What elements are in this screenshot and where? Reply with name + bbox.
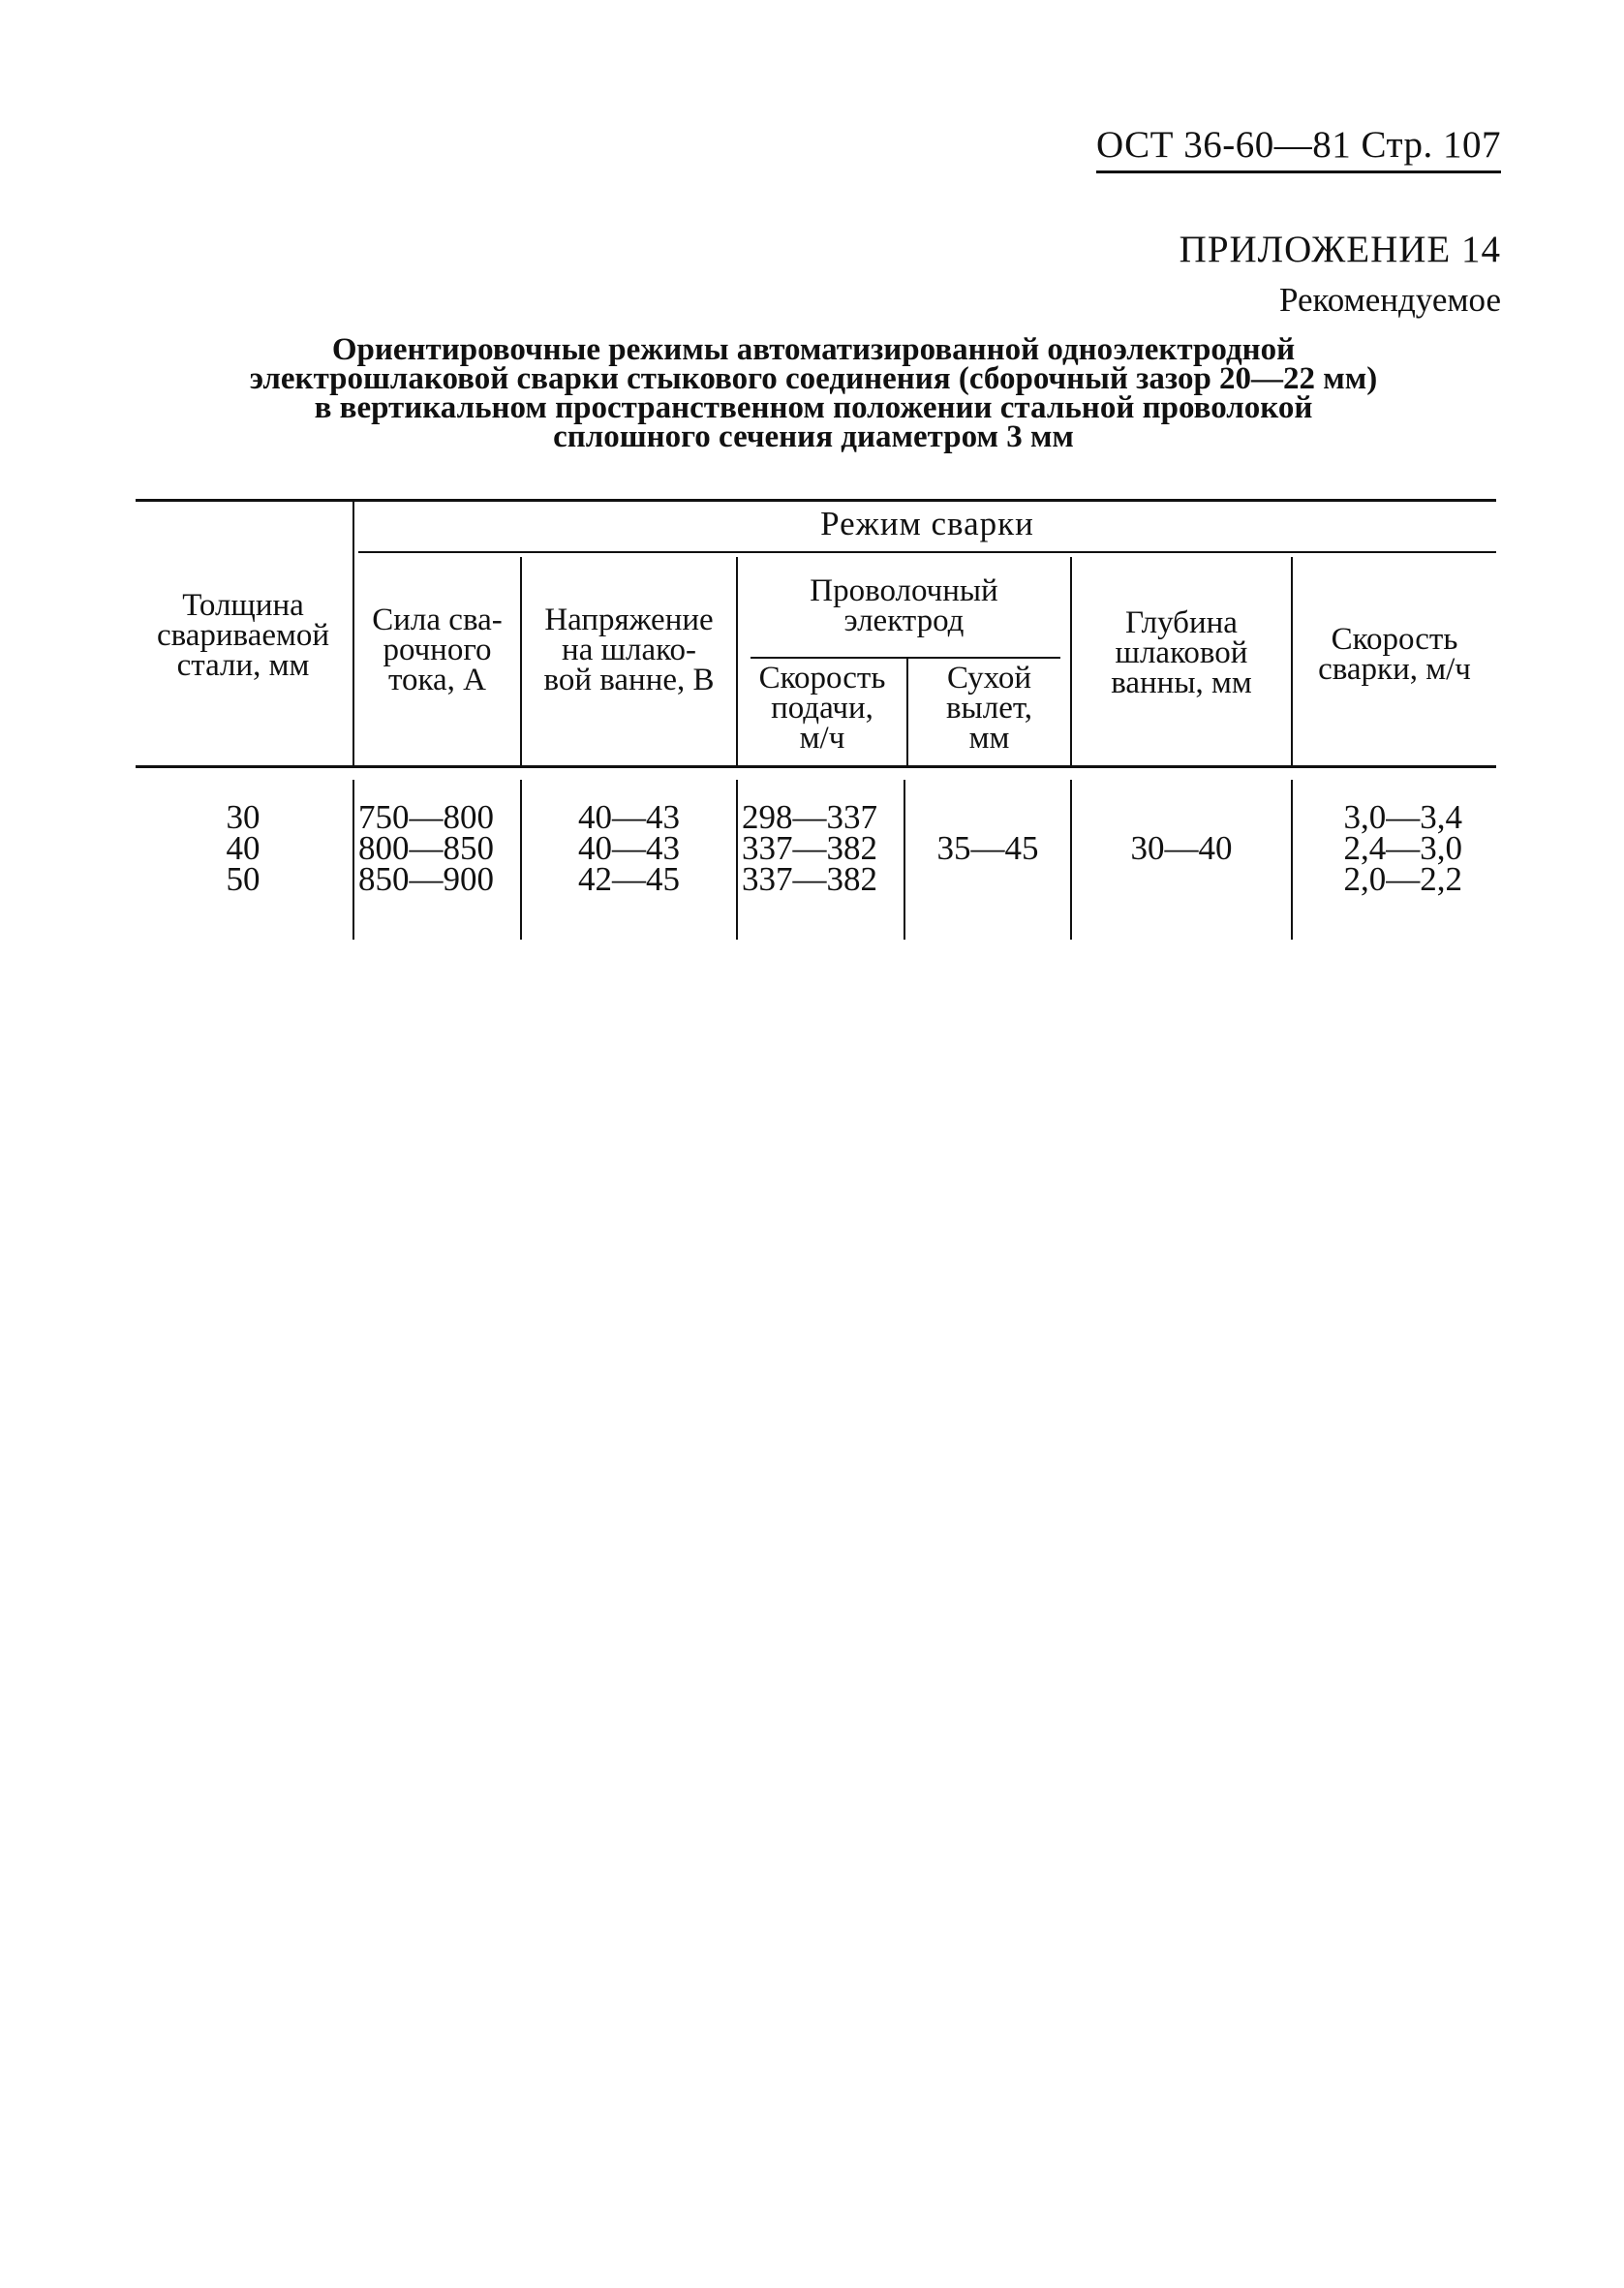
cell-thickness: 40 [226,829,260,867]
header-stickout: Сухой вылет, мм [945,661,1033,756]
title-line: Ориентировочные режимы автоматизированной одноэлектродной [331,332,1296,367]
cell-feed: 337—382 [742,829,877,867]
header-current: Сила сва- рочного тока, А [372,603,503,697]
page-header: ОСТ 36-60—81 Стр. 107 [1096,124,1501,173]
cell-feed: 298—337 [742,798,877,836]
header-thickness: Толщина свариваемой стали, мм [156,588,330,683]
header-wire-electrode: Проволочный электрод [810,573,998,638]
title-line: электрошлаковой сварки стыкового соединения (сборочный зазор 20—22 мм) [249,361,1378,396]
cell-current: 750—800 [358,798,494,836]
cell-depth-merged: 30—40 [1130,829,1233,867]
cell-speed: 3,0—3,4 [1343,798,1462,836]
col-divider [736,780,738,940]
cell-speed: 2,0—2,2 [1343,860,1462,898]
header-feed-speed: Скорость подачи, м/ч [758,661,886,756]
welding-modes-table [0,0,1624,969]
cell-feed: 337—382 [742,860,877,898]
cell-current: 800—850 [358,829,494,867]
col-divider [352,780,354,940]
group-header: Режим сварки [820,505,1034,542]
header-voltage: Напряжение на шлако- вой ванне, В [543,603,715,697]
cell-current: 850—900 [358,860,494,898]
title-line: в вертикальном пространственном положении стальной проволокой [314,390,1313,425]
header-bath-depth: Глубина шлаковой ванны, мм [1111,605,1252,700]
title-line: сплошного сечения диаметром 3 мм [553,419,1074,454]
wire-subheader-rule [751,657,1060,659]
appendix-title: ПРИЛОЖЕНИЕ 14 [1179,229,1501,270]
group-header-rule [358,551,1496,553]
cell-voltage: 40—43 [578,829,680,867]
cell-voltage: 42—45 [578,860,680,898]
cell-thickness: 30 [226,798,260,836]
appendix-status: Рекомендуемое [1278,281,1501,319]
cell-speed: 2,4—3,0 [1343,829,1462,867]
header-welding-speed: Скорость сварки, м/ч [1318,622,1471,687]
cell-stickout-merged: 35—45 [936,829,1039,867]
table-top-rule [136,499,1496,502]
cell-thickness: 50 [226,860,260,898]
cell-voltage: 40—43 [578,798,680,836]
